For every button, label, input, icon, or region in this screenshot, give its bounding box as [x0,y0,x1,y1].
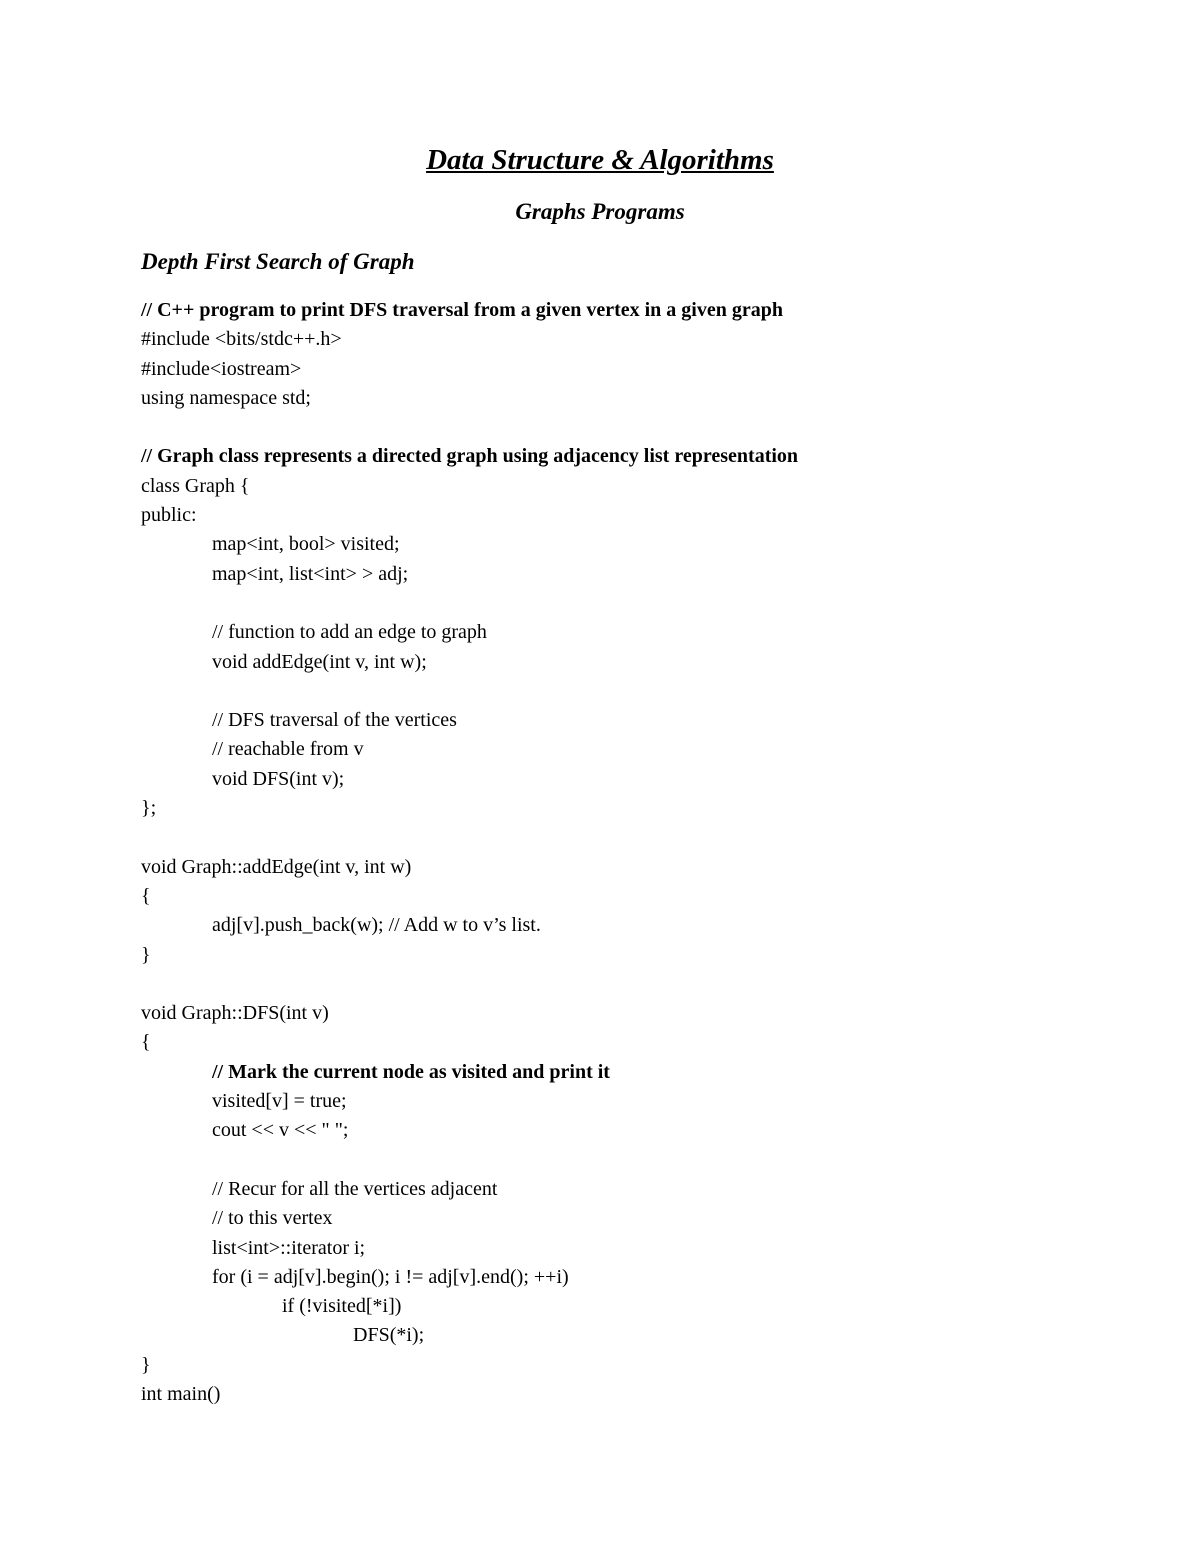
code-line: // to this vertex [212,1207,333,1230]
code-line: if (!visited[*i]) [282,1295,402,1318]
blank-line [141,589,1141,618]
code-line: class Graph { [141,474,250,497]
code-line: adj[v].push_back(w); // Add w to v’s list. [212,914,541,937]
code-line: void addEdge(int v, int w); [212,650,427,673]
code-line: // reachable from v [212,738,364,761]
blank-line [141,823,1141,852]
code-line: { [141,884,151,907]
code-line: // DFS traversal of the vertices [212,709,457,732]
code-line: }; [141,797,157,820]
code-line: cout << v << " "; [212,1119,349,1142]
code-line: // C++ program to print DFS traversal from a given vertex in a given graph [141,299,783,321]
code-line: void Graph::addEdge(int v, int w) [141,855,412,878]
code-line: int main() [141,1382,221,1405]
code-line: list<int>::iterator i; [212,1236,366,1259]
code-line: { [141,1031,151,1054]
code-line: DFS(*i); [353,1324,425,1347]
code-line: } [141,943,151,966]
code-line: // function to add an edge to graph [212,621,487,644]
code-line: void Graph::DFS(int v) [141,1002,329,1025]
code-line: // Graph class represents a directed graph using adjacency list representation [141,445,799,468]
code-line: #include <bits/stdc++.h> [141,328,342,351]
blank-line [141,970,1141,999]
blank-line [141,413,1141,442]
code-line: map<int, list<int> > adj; [212,562,409,585]
code-line: void DFS(int v); [212,767,345,790]
code-line: visited[v] = true; [212,1090,347,1113]
blank-line [141,1146,1141,1175]
document-title: Data Structure & Algorithms [426,144,774,176]
code-line: map<int, bool> visited; [212,533,400,556]
code-line: public: [141,504,197,527]
code-listing [141,296,1141,1409]
code-line: } [141,1353,151,1376]
code-line: for (i = adj[v].begin(); i != adj[v].end(); ++i) [212,1265,569,1288]
code-line: #include<iostream> [141,357,302,380]
code-line: // Mark the current node as visited and print it [212,1060,610,1083]
code-line: using namespace std; [141,386,311,409]
section-heading: Depth First Search of Graph [141,249,415,274]
code-line: // Recur for all the vertices adjacent [212,1177,498,1200]
blank-line [141,677,1141,706]
document-subtitle: Graphs Programs [515,199,685,224]
